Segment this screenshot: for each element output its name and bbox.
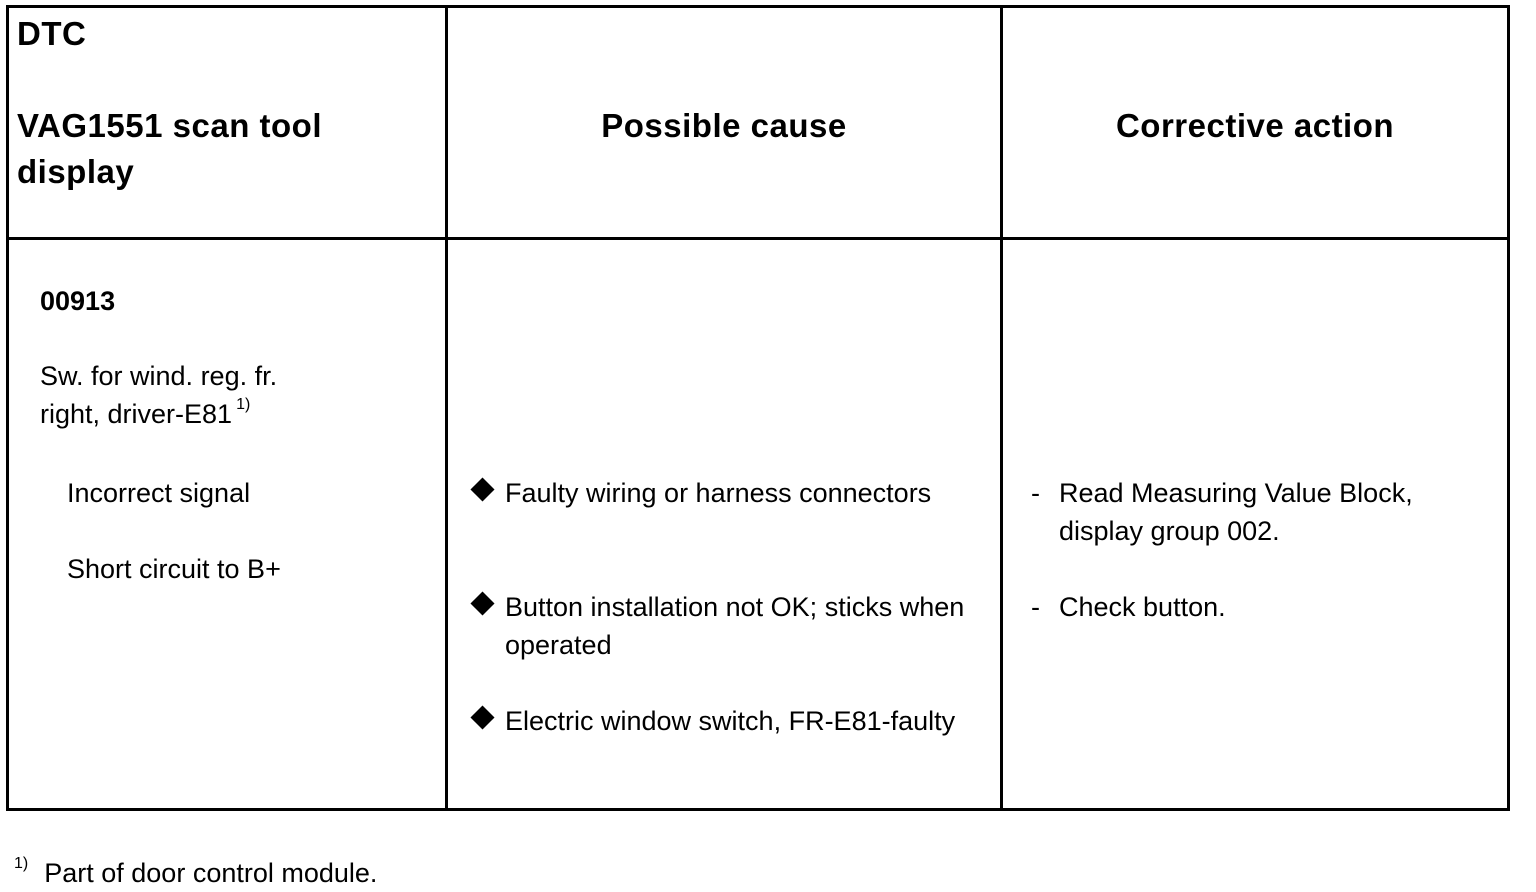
action-text: Read Measuring Value Block, display group 002. bbox=[1059, 478, 1413, 546]
cause-cell bbox=[448, 240, 1003, 808]
dash-marker: - bbox=[1031, 478, 1040, 508]
component-name bbox=[40, 357, 440, 433]
header-cause-cell bbox=[448, 8, 1003, 240]
component-name-line2-text: right, driver-E81 bbox=[40, 399, 233, 429]
footnote-text: Part of door control module. bbox=[44, 858, 378, 888]
header-scan-tool-display: VAG1551 scan tool display bbox=[17, 107, 323, 190]
footnote-mark: 1) bbox=[14, 855, 29, 872]
dtc-table bbox=[6, 5, 1510, 811]
header-corrective-action: Corrective action bbox=[1115, 107, 1395, 144]
cause-item bbox=[470, 588, 990, 664]
footnote bbox=[14, 854, 377, 892]
header-possible-cause: Possible cause bbox=[601, 107, 847, 144]
header-dtc-title: DTC bbox=[17, 15, 87, 52]
action-item bbox=[1031, 474, 1501, 550]
cause-text: Button installation not OK; sticks when operated bbox=[505, 592, 965, 660]
fault-short-circuit: Short circuit to B+ bbox=[67, 554, 281, 584]
component-name-line2 bbox=[40, 395, 440, 433]
cause-item bbox=[470, 702, 990, 740]
action-item bbox=[1031, 588, 1501, 626]
dash-marker: - bbox=[1031, 592, 1040, 622]
action-text: Check button. bbox=[1059, 592, 1226, 622]
cause-text: Electric window switch, FR-E81-faulty bbox=[505, 706, 956, 736]
component-name-line1: Sw. for wind. reg. fr. bbox=[40, 361, 278, 391]
footnote-reference: 1) bbox=[236, 396, 251, 413]
cause-text: Faulty wiring or harness connectors bbox=[505, 478, 932, 508]
action-cell bbox=[1003, 240, 1507, 808]
dtc-cell bbox=[9, 240, 448, 808]
fault-incorrect-signal: Incorrect signal bbox=[67, 478, 251, 508]
header-dtc bbox=[17, 11, 437, 195]
header-dtc-cell bbox=[9, 8, 448, 240]
dtc-code: 00913 bbox=[40, 286, 116, 316]
header-action-cell bbox=[1003, 8, 1507, 240]
cause-item bbox=[470, 474, 990, 512]
